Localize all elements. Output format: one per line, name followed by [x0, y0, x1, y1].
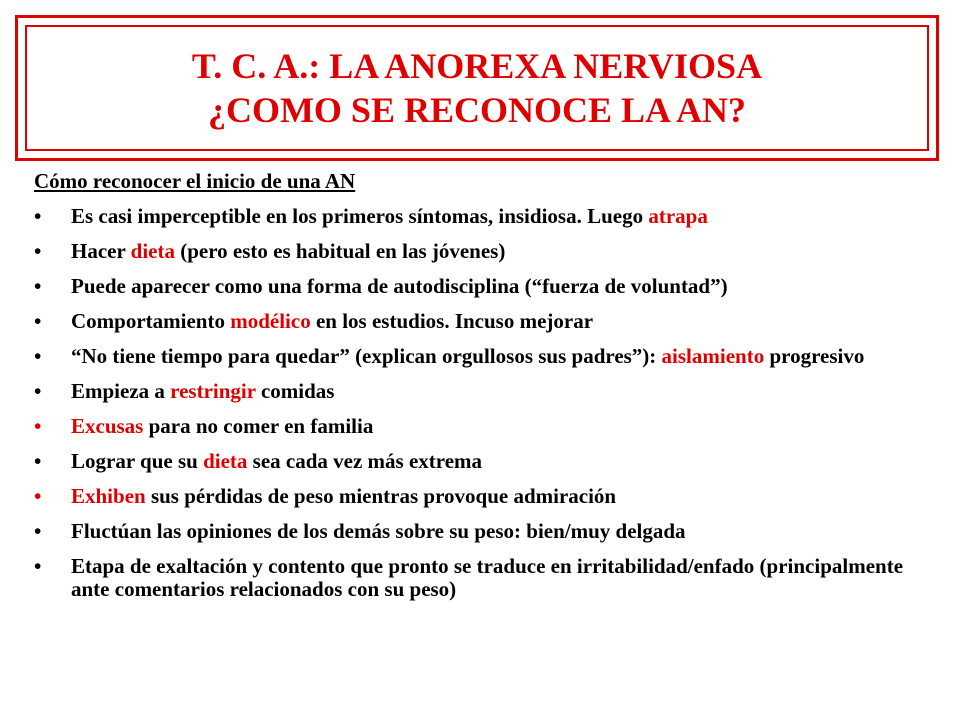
bullet-dot-icon: •	[34, 239, 42, 263]
highlighted-keyword: aislamiento	[661, 344, 765, 368]
bullet-text-segment: Hacer	[71, 239, 131, 263]
bullet-text-segment: Empieza a	[71, 379, 171, 403]
bullet-text	[71, 379, 334, 403]
bullet-text-segment: en los estudios. Incuso mejorar	[310, 309, 594, 333]
bullet-item	[34, 275, 934, 298]
bullet-item	[34, 485, 934, 508]
bullet-item	[34, 205, 934, 228]
bullet-item	[34, 345, 934, 368]
bullet-text-segment: Puede aparecer como una forma de autodisciplina (“fuerza de voluntad”)	[71, 274, 728, 298]
slide-title-line-2: ¿COMO SE RECONOCE LA AN?	[207, 90, 747, 130]
bullet-text-segment: Fluctúan las opiniones de los demás sobre su peso: bien/muy delgada	[71, 519, 686, 543]
highlighted-keyword: dieta	[130, 239, 175, 263]
bullet-list	[34, 205, 934, 601]
bullet-text	[71, 309, 593, 333]
bullet-item	[34, 415, 934, 438]
bullet-dot-icon: •	[34, 274, 42, 298]
bullet-item	[34, 555, 934, 601]
bullet-dot-icon: •	[34, 449, 42, 473]
highlighted-keyword: dieta	[203, 449, 248, 473]
title-inner-frame	[25, 25, 929, 151]
bullet-text-segment: sea cada vez más extrema	[247, 449, 483, 473]
bullet-text-segment: (pero esto es habitual en las jóvenes)	[175, 239, 506, 263]
bullet-text	[71, 274, 728, 298]
bullet-dot-icon: •	[34, 344, 42, 368]
bullet-text-segment: Etapa de exaltación y contento que pronto se traduce en irritabilidad/enfado (principalmente ante comentarios relacionados con su peso)	[71, 554, 904, 601]
bullet-text-segment: sus pérdidas de peso mientras provoque admiración	[145, 484, 617, 508]
bullet-text	[71, 344, 864, 368]
bullet-item	[34, 450, 934, 473]
bullet-text-segment: Comportamiento	[71, 309, 231, 333]
bullet-text-segment: “No tiene tiempo para quedar” (explican orgullosos sus padres”):	[71, 344, 662, 368]
bullet-item	[34, 520, 934, 543]
bullet-text	[71, 484, 616, 508]
title-box	[15, 15, 939, 161]
bullet-text	[71, 449, 482, 473]
bullet-dot-icon: •	[34, 414, 42, 438]
bullet-dot-icon: •	[34, 554, 42, 578]
bullet-text-segment: para no comer en familia	[143, 414, 374, 438]
bullet-text-segment: Es casi imperceptible en los primeros síntomas, insidiosa. Luego	[71, 204, 649, 228]
highlighted-keyword: restringir	[170, 379, 256, 403]
bullet-item	[34, 240, 934, 263]
section-subtitle: Cómo reconocer el inicio de una AN	[34, 169, 356, 193]
highlighted-keyword: modélico	[230, 309, 311, 333]
bullet-dot-icon: •	[34, 204, 42, 228]
highlighted-keyword: atrapa	[648, 204, 708, 228]
bullet-dot-icon: •	[34, 519, 42, 543]
slide-title-line-1: T. C. A.: LA ANOREXA NERVIOSA	[191, 46, 763, 86]
bullet-text-segment: progresivo	[764, 344, 865, 368]
bullet-text	[71, 204, 708, 228]
bullet-dot-icon: •	[34, 484, 42, 508]
bullet-item	[34, 380, 934, 403]
bullet-dot-icon: •	[34, 379, 42, 403]
bullet-dot-icon: •	[34, 309, 42, 333]
bullet-text	[71, 554, 903, 601]
bullet-text	[71, 414, 373, 438]
bullet-text	[71, 519, 686, 543]
bullet-text-segment: Lograr que su	[71, 449, 204, 473]
bullet-item	[34, 310, 934, 333]
highlighted-keyword: Exhiben	[71, 484, 146, 508]
bullet-text	[71, 239, 505, 263]
slide-content	[34, 170, 934, 613]
bullet-text-segment: comidas	[255, 379, 335, 403]
highlighted-keyword: Excusas	[71, 414, 144, 438]
